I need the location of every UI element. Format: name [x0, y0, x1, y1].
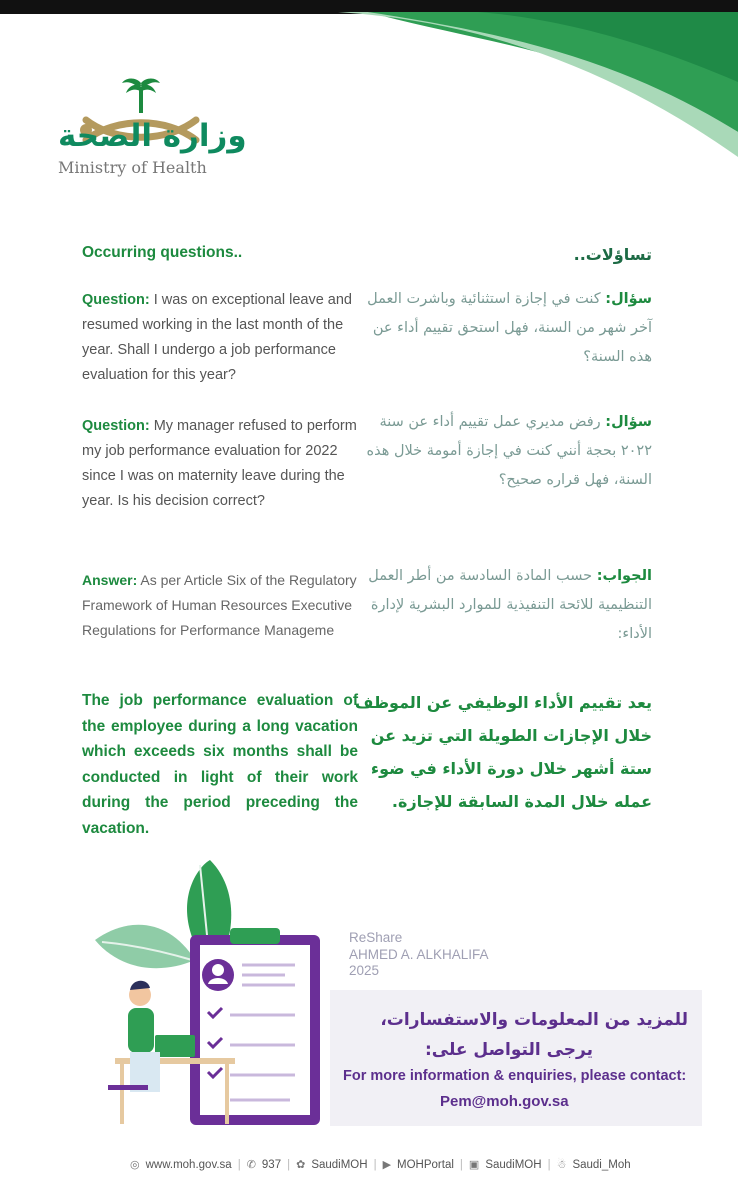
instagram-handle[interactable]: SaudiMOH	[485, 1158, 542, 1171]
divider: |	[459, 1158, 463, 1171]
leaf-icon	[95, 925, 195, 968]
reshare-line: 2025	[349, 963, 380, 978]
twitter-handle[interactable]: SaudiMOH	[311, 1158, 368, 1171]
divider: |	[373, 1158, 377, 1171]
snapchat-icon: ☃	[556, 1159, 567, 1171]
snapchat-handle[interactable]: Saudi_Moh	[572, 1158, 631, 1171]
phone-number[interactable]: 937	[261, 1158, 282, 1171]
question-text: My manager refused to perform my job performance evaluation for 2022 since I was on maternity leave during the year. Is his decision correct?	[82, 418, 357, 509]
answer-label: الجواب:	[596, 568, 652, 584]
answer-text: As per Article Six of the Regulatory Framework of Human Resources Executive Regulations for Performance Manageme	[82, 572, 357, 638]
logo-english-name: Ministry of Health	[58, 158, 207, 177]
divider: |	[237, 1158, 241, 1171]
question-label: Question:	[82, 418, 150, 434]
english-question-1	[82, 288, 362, 388]
contact-arabic-line-2: يرجى التواصل على:	[424, 1040, 593, 1060]
english-question-2	[82, 414, 362, 514]
divider: |	[547, 1158, 551, 1171]
answer-label: Answer:	[82, 572, 138, 588]
laptop-icon	[155, 1035, 195, 1057]
arabic-answer	[352, 562, 652, 649]
header-swoosh-decoration	[338, 12, 738, 162]
youtube-handle[interactable]: MOHPortal	[397, 1158, 454, 1171]
arabic-heading: تساؤلات..	[573, 245, 652, 264]
reshare-watermark	[349, 930, 489, 980]
globe-icon: ◎	[130, 1159, 140, 1171]
phone-icon: ✆	[246, 1159, 256, 1171]
contact-english-line: For more information & enquiries, please contact:	[343, 1068, 687, 1084]
footer-contacts	[130, 1158, 631, 1171]
website-link[interactable]: www.moh.gov.sa	[145, 1158, 232, 1171]
question-text: I was on exceptional leave and resumed working in the last month of the year. Shall I undergo a job performance evaluation for this year?	[82, 292, 352, 383]
evaluation-clipboard-illustration	[90, 860, 340, 1130]
english-answer	[82, 568, 362, 643]
english-conclusion: The job performance evaluation of the employee during a long vacation which exceeds six months shall be conducted in light of their work during the period preceding the vacation.	[82, 692, 358, 837]
arabic-conclusion: يعد تقييم الأداء الوظيفي عن الموظف خلال الإجازات الطويلة التي تزيد عن ستة أشهر خلال دورة الأداء في ضوء عمله خلال المدة السابقة للإجازة.	[354, 693, 652, 811]
contact-arabic-line-1: للمزيد من المعلومات والاستفسارات،	[380, 1010, 688, 1030]
arabic-question-1	[352, 285, 652, 372]
contact-email-link[interactable]: Pem@moh.gov.sa	[440, 1093, 569, 1110]
question-label: سؤال:	[605, 291, 652, 307]
question-text: كنت في إجازة استثنائية وباشرت العمل آخر شهر من السنة، فهل استحق تقييم أداء عن هذه السنة؟	[367, 291, 652, 365]
instagram-icon: ▣	[468, 1159, 480, 1171]
question-label: سؤال:	[605, 414, 652, 430]
reshare-line: AHMED A. ALKHALIFA	[349, 946, 489, 962]
question-text: رفض مديري عمل تقييم أداء عن سنة ٢٠٢٢ بحجة أنني كنت في إجازة أمومة خلال هذه السنة، فهل قراره صحيح؟	[366, 414, 652, 488]
twitter-icon: ✿	[296, 1159, 306, 1171]
question-label: Question:	[82, 292, 150, 308]
youtube-icon: ▶	[382, 1159, 392, 1171]
logo-arabic-name: وزارة الصحة	[58, 118, 247, 154]
arabic-question-2	[352, 408, 652, 495]
english-heading: Occurring questions..	[82, 244, 243, 261]
divider: |	[287, 1158, 291, 1171]
reshare-line: ReShare	[349, 930, 403, 945]
answer-text: حسب المادة السادسة من أطر العمل التنظيمية للائحة التنفيذية للموارد البشرية لإدارة الأداء:	[368, 568, 652, 642]
